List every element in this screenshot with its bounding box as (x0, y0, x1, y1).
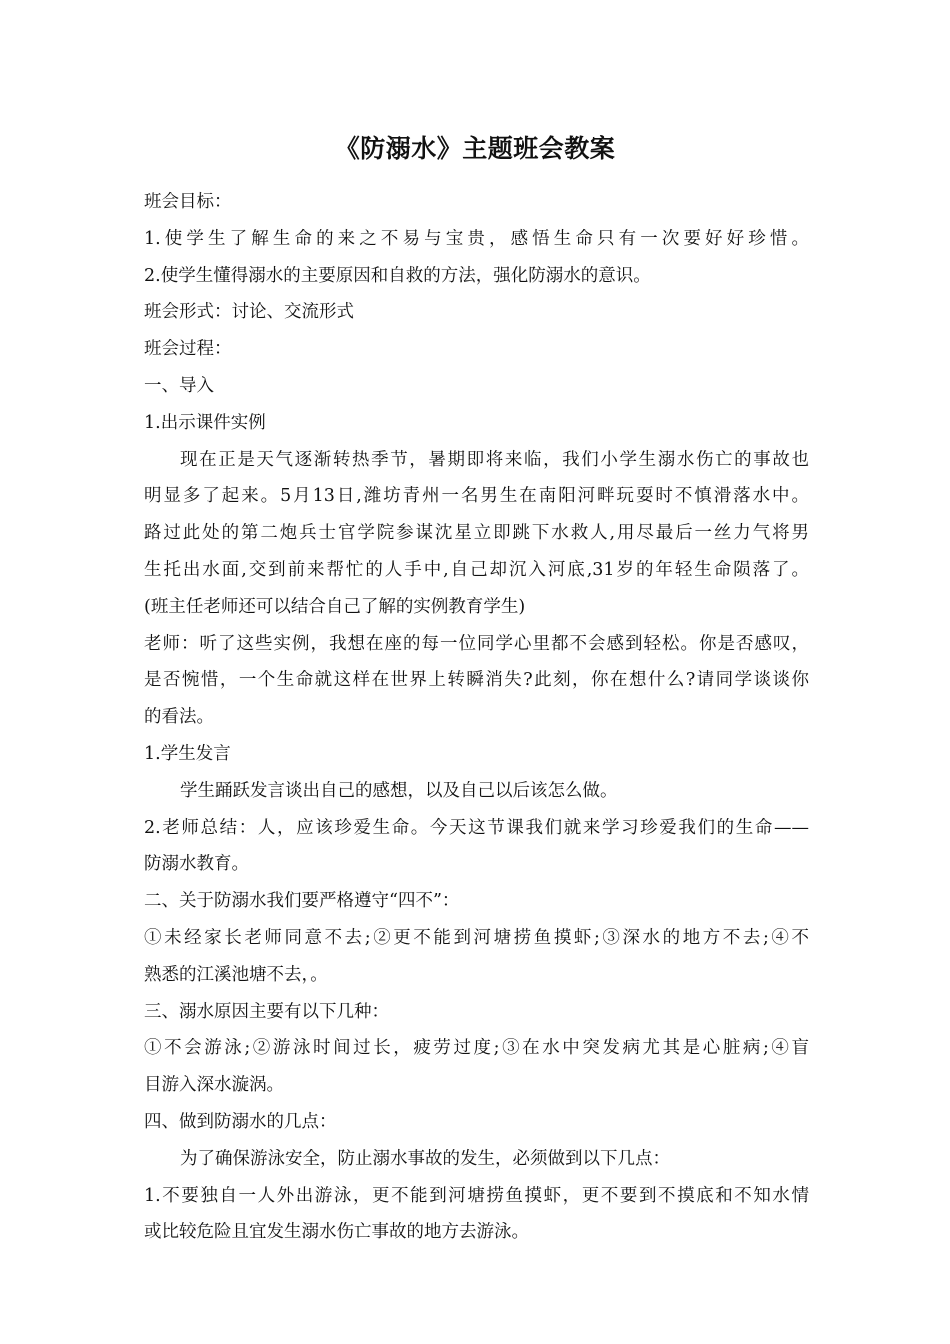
text-line: (班主任老师还可以结合自己了解的实例教育学生) (144, 596, 526, 617)
text-line: 目游入深水漩涡。 (144, 1075, 284, 1096)
text-line: 明显多了起来。5月13日,潍坊青州一名男生在南阳河畔玩耍时不慎滑落水中。 (144, 486, 809, 507)
text-line: 2.老师总结：人，应该珍爱生命。今天这节课我们就来学习珍爱我们的生命—— (144, 817, 809, 838)
text-line: 二、关于防溺水我们要严格遵守“四不”： (144, 891, 460, 912)
text-line: 的看法。 (144, 707, 214, 728)
text-line: 三、溺水原因主要有以下几种： (144, 1001, 389, 1022)
text-line: 2.使学生懂得溺水的主要原因和自救的方法，强化防溺水的意识。 (144, 265, 651, 286)
document-body (144, 184, 809, 1251)
text-line: 是否惋惜，一个生命就这样在世界上转瞬消失?此刻，你在想什么?请同学谈谈你 (144, 670, 809, 691)
text-line: 一、导入 (144, 375, 214, 396)
text-line: ①未经家长老师同意不去;②更不能到河塘捞鱼摸虾;③深水的地方不去;④不 (144, 927, 809, 948)
text-line: 1.使学生了解生命的来之不易与宝贵，感悟生命只有一次要好好珍惜。 (144, 228, 809, 249)
text-line: 生托出水面,交到前来帮忙的人手中,自己却沉入河底,31岁的年轻生命陨落了。 (144, 559, 809, 580)
text-line: 防溺水教育。 (144, 854, 249, 875)
text-line: 班会目标： (144, 192, 232, 212)
text-line: 或比较危险且宜发生溺水伤亡事故的地方去游泳。 (144, 1222, 529, 1243)
text-line: 学生踊跃发言谈出自己的感想，以及自己以后该怎么做。 (180, 780, 618, 801)
text-line: 1.不要独自一人外出游泳，更不能到河塘捞鱼摸虾，更不要到不摸底和不知水情 (144, 1185, 809, 1206)
text-line: 现在正是天气逐渐转热季节，暑期即将来临，我们小学生溺水伤亡的事故也 (180, 449, 809, 470)
text-line: 四、做到防溺水的几点： (144, 1111, 337, 1132)
text-line: 为了确保游泳安全，防止溺水事故的发生，必须做到以下几点： (180, 1148, 670, 1169)
text-line: 1.学生发言 (144, 743, 231, 764)
text-line: ①不会游泳;②游泳时间过长，疲劳过度;③在水中突发病尤其是心脏病;④盲 (144, 1038, 809, 1059)
text-line: 1.出示课件实例 (144, 412, 266, 433)
text-line: 老师：听了这些实例，我想在座的每一位同学心里都不会感到轻松。你是否感叹， (144, 633, 809, 654)
page-title: 《防溺水》主题班会教案 (334, 134, 616, 163)
text-line: 熟悉的江溪池塘不去，。 (144, 964, 328, 985)
text-line: 班会形式：讨论、交流形式 (144, 302, 354, 323)
text-line: 路过此处的第二炮兵士官学院参谋沈星立即跳下水救人,用尽最后一丝力气将男 (144, 523, 809, 544)
text-line: 班会过程： (144, 339, 232, 360)
